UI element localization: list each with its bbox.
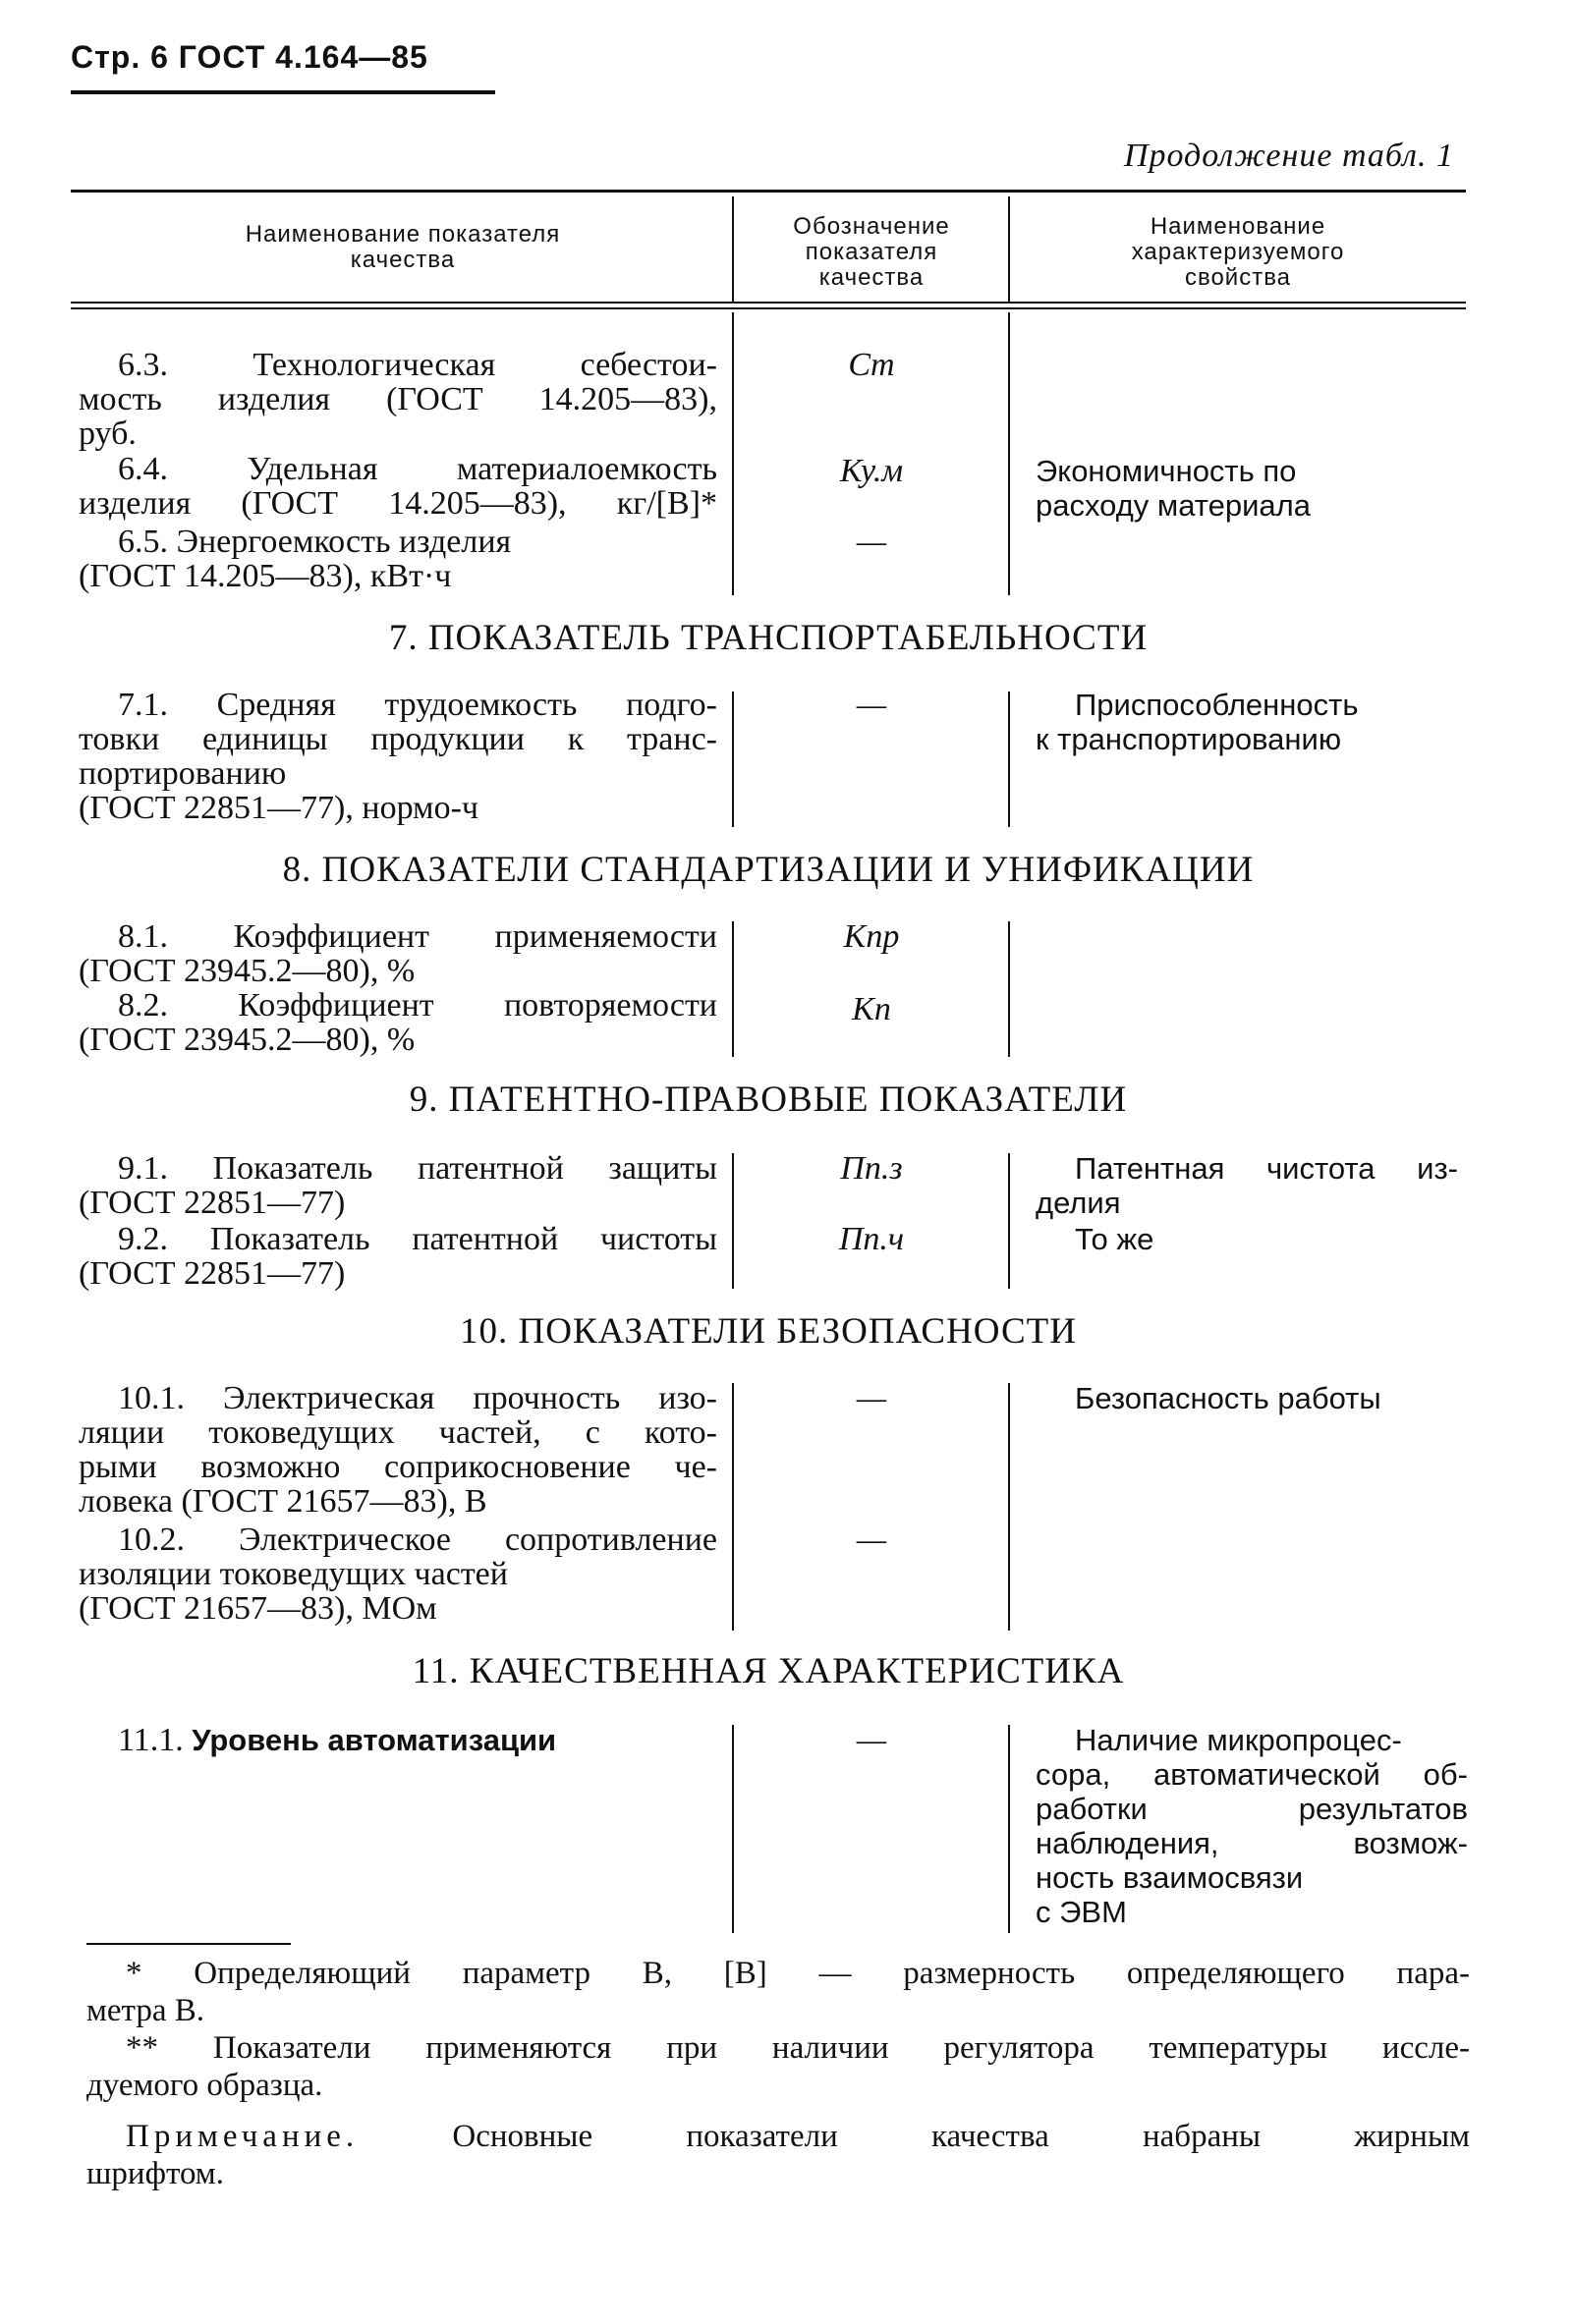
divider-7-right [1008, 692, 1010, 827]
row-8-1-name: 8.1. Коэффициент применяемости (ГОСТ 23945.2—80), % [79, 918, 717, 989]
section-9-title: 9. ПАТЕНТНО-ПРАВОВЫЕ ПОКАЗАТЕЛИ [409, 1079, 1128, 1120]
row-9-1-name: 9.1. Показатель патентной защиты (ГОСТ 22851—77) [79, 1150, 717, 1221]
header-divider-1 [732, 196, 734, 302]
divider-8-left [732, 921, 734, 1057]
row-10-2-symbol: — [856, 1522, 887, 1558]
divider-11-left [732, 1725, 734, 1933]
row-10-1-symbol: — [856, 1380, 887, 1416]
row-6-3-symbol: Cт [848, 347, 895, 383]
divider-6-left [732, 312, 734, 595]
section-8-title: 8. ПОКАЗАТЕЛИ СТАНДАРТИЗАЦИИ И УНИФИКАЦИИ [282, 850, 1255, 890]
table-continuation-label: Продолжение табл. 1 [1123, 138, 1454, 174]
row-10-1-name: 10.1. Электрическая прочность изо- ляции токоведущих частей, с кото- рыми возможно соприкосновение че- ловека (ГОСТ 21657—83), В [79, 1380, 717, 1520]
row-6-3-name: 6.3. Технологическая себестои- мость изделия (ГОСТ 14.205—83), руб. [79, 347, 717, 452]
row-9-2-property: То же [1075, 1222, 1154, 1256]
divider-8-right [1008, 921, 1010, 1057]
section-7-title: 7. ПОКАЗАТЕЛЬ ТРАНСПОРТАБЕЛЬНОСТИ [388, 618, 1149, 658]
footnote-rule [86, 1943, 291, 1945]
row-9-2-name: 9.2. Показатель патентной чистоты (ГОСТ 22851—77) [79, 1221, 717, 1292]
table-header-rule-2 [71, 307, 1466, 309]
divider-11-right [1008, 1725, 1010, 1933]
footnote-2: ** Показатели применяются при наличии регулятора температуры иссле- дуемого образца. [86, 2030, 1470, 2103]
row-6-4-name: 6.4. Удельная материалоемкость изделия (ГОСТ 14.205—83), кг/[В]* [79, 451, 717, 522]
section-11-title: 11. КАЧЕСТВЕННАЯ ХАРАКТЕРИСТИКА [412, 1651, 1125, 1691]
divider-7-left [732, 692, 734, 827]
column-header-name: Наименование показателя качества [245, 221, 561, 273]
row-11-1-name: 11.1. Уровень автоматизации [118, 1722, 557, 1758]
column-header-symbol: Обозначение показателя качества [793, 213, 950, 291]
divider-9-right [1008, 1153, 1010, 1289]
footnote-1: * Определяющий параметр В, [В] — размерность определяющего пара- метра В. [86, 1956, 1470, 2028]
table-top-rule [71, 190, 1466, 193]
row-10-2-name: 10.2. Электрическое сопротивление изоляции токоведущих частей (ГОСТ 21657—83), МОм [79, 1522, 717, 1627]
header-divider-2 [1008, 196, 1010, 302]
divider-6-right [1008, 312, 1010, 595]
note-tail: шрифтом. [86, 2156, 224, 2191]
row-11-1-name-bold: Уровень автоматизации [192, 1723, 557, 1757]
row-6-4-symbol: Ку.м [839, 453, 904, 489]
divider-9-left [732, 1153, 734, 1289]
note-text: Основные показатели качества набраны жирным [359, 2119, 1470, 2154]
row-9-1-symbol: Пп.з [840, 1150, 903, 1187]
divider-10-right [1008, 1383, 1010, 1631]
row-11-1-property: Наличие микропроцес- сора, автоматической об- работки результатов наблюдения, возмож- ность взаимосвязи с ЭВМ [1036, 1723, 1468, 1929]
row-10-1-property: Безопасность работы [1075, 1381, 1381, 1415]
row-9-1-property: Патентная чистота из- делия [1036, 1151, 1458, 1220]
page-header [71, 39, 428, 76]
row-7-1-property: Приспособленность к транспортированию [1036, 688, 1359, 756]
header-rule [71, 90, 495, 94]
divider-10-left [732, 1383, 734, 1631]
row-9-2-symbol: Пп.ч [838, 1221, 905, 1257]
row-8-2-name: 8.2. Коэффициент повторяемости (ГОСТ 23945.2—80), % [79, 987, 717, 1058]
section-10-title: 10. ПОКАЗАТЕЛИ БЕЗОПАСНОСТИ [460, 1311, 1077, 1352]
note-label: Примечание. [126, 2119, 360, 2154]
row-6-5-symbol: — [856, 524, 887, 560]
note [86, 2118, 1470, 2192]
column-header-property: Наименование характеризуемого свойства [1131, 213, 1345, 291]
table-header-rule-1 [71, 302, 1466, 304]
row-6-4-property: Экономичность по расходу материала [1036, 454, 1311, 523]
row-8-1-symbol: Kпр [843, 918, 900, 955]
row-8-2-symbol: Kп [852, 991, 891, 1027]
row-11-1-symbol: — [856, 1722, 887, 1758]
page-label: Стр. 6 ГОСТ 4.164—85 [71, 39, 428, 75]
row-7-1-symbol: — [856, 687, 887, 723]
row-6-5-name: 6.5. Энергоемкость изделия (ГОСТ 14.205—83), кВт·ч [79, 524, 512, 594]
row-7-1-name: 7.1. Средняя трудоемкость подго- товки единицы продукции к транс- портированию (ГОСТ 22851—77), нормо-ч [79, 687, 717, 826]
